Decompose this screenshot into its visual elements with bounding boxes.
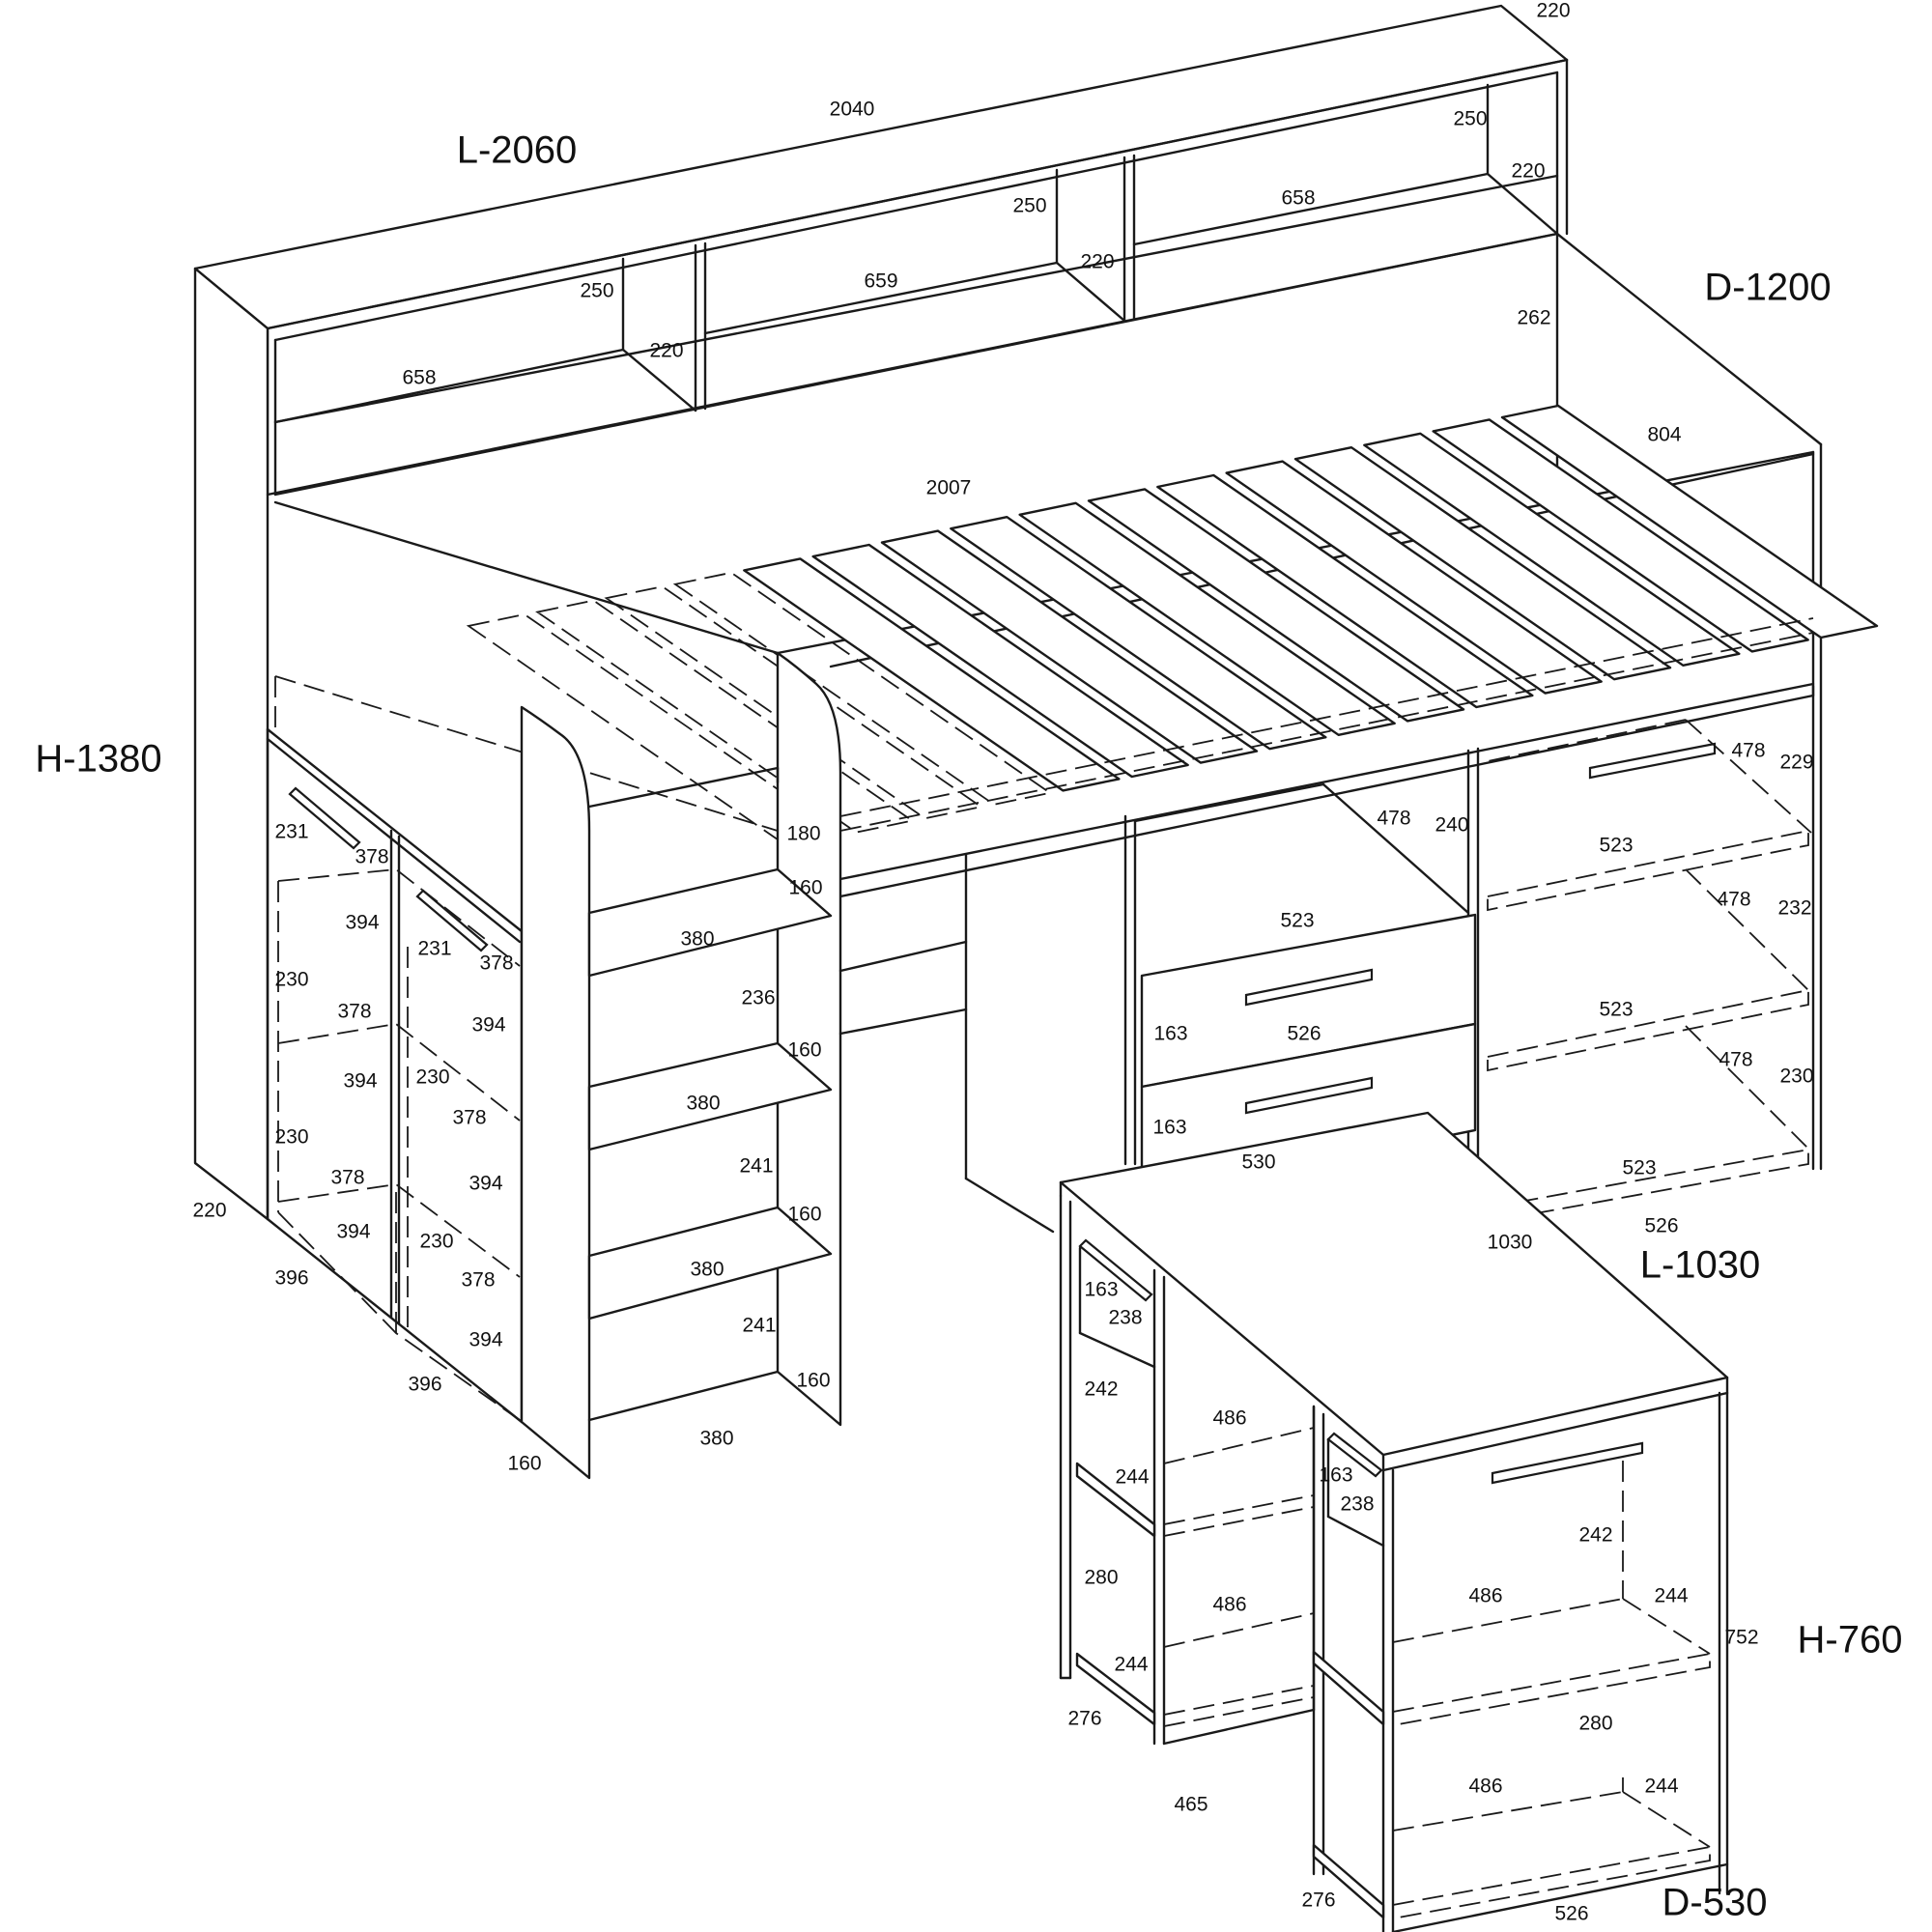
dim-label: 230 xyxy=(1779,1065,1814,1088)
dim-label: 262 xyxy=(1517,306,1551,329)
dim-label: 486 xyxy=(1468,1584,1503,1607)
dim-label: 160 xyxy=(788,876,823,899)
dim-label: 2040 xyxy=(829,98,875,121)
dim-label: 244 xyxy=(1115,1465,1150,1489)
dim-label: 250 xyxy=(580,279,614,302)
dim-label: 486 xyxy=(1468,1775,1503,1798)
dim-label: 220 xyxy=(649,339,684,362)
dim-label: 378 xyxy=(452,1106,487,1129)
dim-label: 230 xyxy=(274,1125,309,1149)
dim-label: 231 xyxy=(417,937,452,960)
label-desk-length: L-1030 xyxy=(1639,1243,1761,1287)
dim-label: 280 xyxy=(1578,1712,1613,1735)
dim-label: 160 xyxy=(507,1452,542,1475)
dim-label: 241 xyxy=(739,1154,774,1178)
dim-label: 250 xyxy=(1453,107,1488,130)
dim-label: 396 xyxy=(408,1373,442,1396)
dim-label: 220 xyxy=(1536,0,1571,22)
dim-label: 523 xyxy=(1622,1156,1657,1179)
label-desk-depth: D-530 xyxy=(1662,1881,1768,1924)
dim-label: 160 xyxy=(787,1203,822,1226)
dim-label: 229 xyxy=(1779,751,1814,774)
dim-label: 478 xyxy=(1731,739,1766,762)
dim-label: 804 xyxy=(1647,423,1682,446)
dim-label: 658 xyxy=(1281,186,1316,210)
dim-label: 530 xyxy=(1241,1151,1276,1174)
shelf-unit xyxy=(195,6,1567,495)
dim-label: 163 xyxy=(1153,1022,1188,1045)
dim-label: 478 xyxy=(1717,888,1751,911)
dim-label: 231 xyxy=(274,820,309,843)
dim-label: 230 xyxy=(419,1230,454,1253)
dim-label: 378 xyxy=(355,845,389,868)
dim-label: 160 xyxy=(796,1369,831,1392)
dim-label: 244 xyxy=(1644,1775,1679,1798)
dim-label: 380 xyxy=(690,1258,724,1281)
dim-label: 378 xyxy=(461,1268,496,1292)
dim-label: 180 xyxy=(786,822,821,845)
dim-label: 238 xyxy=(1108,1306,1143,1329)
dim-label: 486 xyxy=(1212,1406,1247,1430)
dim-label: 2007 xyxy=(925,476,972,499)
dim-label: 378 xyxy=(337,1000,372,1023)
dim-label: 380 xyxy=(699,1427,734,1450)
dim-label: 163 xyxy=(1319,1463,1353,1487)
dim-label: 378 xyxy=(330,1166,365,1189)
dim-label: 526 xyxy=(1554,1902,1589,1925)
dim-label: 242 xyxy=(1578,1523,1613,1547)
dim-label: 163 xyxy=(1152,1116,1187,1139)
label-bed-depth: D-1200 xyxy=(1704,266,1832,309)
desk xyxy=(1061,1113,1727,1932)
dim-label: 220 xyxy=(1080,250,1115,273)
dim-label: 276 xyxy=(1067,1707,1102,1730)
dim-label: 478 xyxy=(1719,1048,1753,1071)
dim-label: 241 xyxy=(742,1314,777,1337)
dim-label: 238 xyxy=(1340,1492,1375,1516)
stairs xyxy=(522,653,840,1478)
dim-label: 486 xyxy=(1212,1593,1247,1616)
dim-label: 526 xyxy=(1644,1214,1679,1237)
dim-label: 526 xyxy=(1287,1022,1321,1045)
dim-label: 232 xyxy=(1777,896,1812,920)
dim-label: 230 xyxy=(415,1065,450,1089)
dim-label: 394 xyxy=(343,1069,378,1093)
dim-label: 380 xyxy=(686,1092,721,1115)
dim-label: 378 xyxy=(479,952,514,975)
label-bed-length: L-2060 xyxy=(456,128,578,172)
dim-label: 220 xyxy=(192,1199,227,1222)
bed-slats xyxy=(469,406,1877,846)
dim-label: 276 xyxy=(1301,1889,1336,1912)
dim-label: 394 xyxy=(336,1220,371,1243)
dim-label: 163 xyxy=(1084,1278,1119,1301)
dim-label: 380 xyxy=(680,927,715,951)
dim-label: 236 xyxy=(741,986,776,1009)
dim-label: 658 xyxy=(402,366,437,389)
dim-label: 752 xyxy=(1724,1626,1759,1649)
wardrobe xyxy=(268,676,522,1422)
dim-label: 230 xyxy=(274,968,309,991)
dim-label: 394 xyxy=(345,911,380,934)
dim-label: 1030 xyxy=(1487,1231,1533,1254)
dim-label: 244 xyxy=(1654,1584,1689,1607)
dim-label: 465 xyxy=(1174,1793,1208,1816)
dim-label: 394 xyxy=(469,1172,503,1195)
overall-labels xyxy=(35,129,1902,1924)
dim-label: 659 xyxy=(864,270,898,293)
dim-label: 523 xyxy=(1599,834,1634,857)
dim-label: 396 xyxy=(274,1266,309,1290)
dim-label: 220 xyxy=(1511,159,1546,183)
dim-label: 242 xyxy=(1084,1378,1119,1401)
dim-label: 523 xyxy=(1280,909,1315,932)
dim-label: 394 xyxy=(469,1328,503,1351)
dim-label: 250 xyxy=(1012,194,1047,217)
dim-label: 160 xyxy=(787,1038,822,1062)
dim-label: 244 xyxy=(1114,1653,1149,1676)
dim-label: 523 xyxy=(1599,998,1634,1021)
label-bed-height: H-1380 xyxy=(35,737,162,781)
dim-label: 240 xyxy=(1435,813,1469,837)
dim-label: 478 xyxy=(1377,807,1411,830)
dim-label: 394 xyxy=(471,1013,506,1037)
dim-label: 280 xyxy=(1084,1566,1119,1589)
label-desk-height: H-760 xyxy=(1797,1618,1903,1662)
